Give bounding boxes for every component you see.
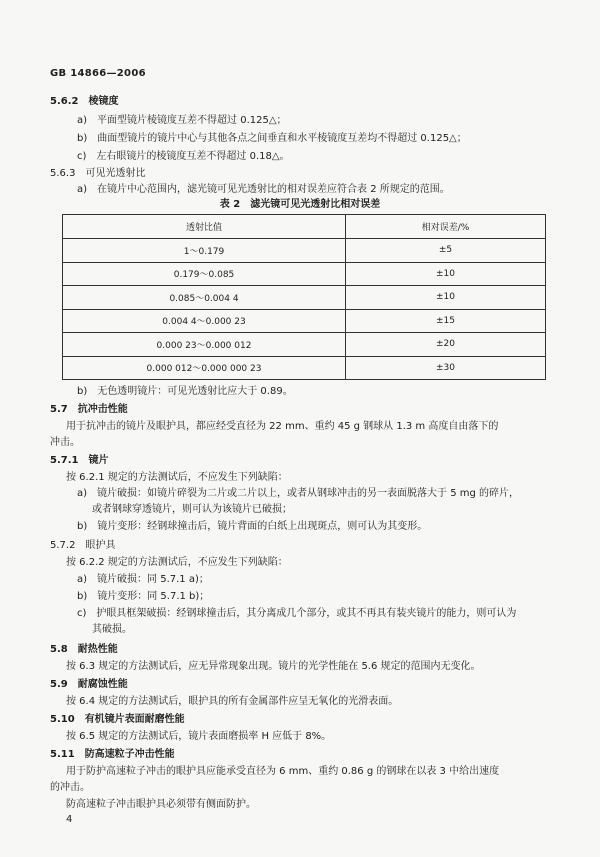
item-label: a) (77, 574, 88, 585)
heading-5-9 (50, 679, 128, 691)
paragraph-5-11-line-1: 用于防护高速粒子冲击的眼护具应能承受直径为 6 mm、重约 0.86 g 的钢球在以表 3 中给出速度 (66, 766, 500, 777)
section-number: 5.7 (50, 404, 68, 415)
list-item-5-6-2-a (77, 115, 287, 127)
list-item-5-7-1-a-cont: 或者钢球穿透镜片，则可认为该镜片已破损； (92, 504, 292, 515)
item-label: b) (77, 133, 88, 144)
list-item-5-6-2-b (77, 133, 467, 145)
list-item-5-7-2-b (77, 591, 209, 603)
table-header-row (63, 215, 546, 239)
section-number: 5.10 (50, 714, 75, 725)
item-text: 平面型镜片棱镜度互差不得超过 0.125△； (97, 115, 287, 126)
paragraph-5-11-line-3: 防高速粒子冲击眼护具必须带有侧面防护。 (66, 799, 256, 810)
section-number: 5.7.1 (50, 455, 79, 466)
heading-5-8 (50, 644, 118, 656)
cell-relative-error: ±15 (346, 309, 546, 333)
list-item-5-7-2-c-cont: 其破损。 (92, 624, 132, 635)
table-row (63, 333, 546, 357)
item-text: 镜片破损：同 5.7.1 a)； (97, 574, 209, 585)
item-label: c) (77, 151, 87, 162)
item-label: a) (77, 488, 88, 499)
section-title: 防高速粒子冲击性能 (84, 749, 175, 760)
section-title: 有机镜片表面耐磨性能 (84, 714, 185, 725)
column-header-transmittance: 透射比值 (63, 215, 346, 239)
list-item-5-6-3-a (77, 184, 450, 196)
heading-5-10 (50, 714, 185, 726)
cell-transmittance: 0.004 4～0.000 23 (63, 309, 346, 333)
paragraph-5-7-line-2: 冲击。 (50, 437, 80, 448)
item-text: 曲面型镜片的镜片中心与其他各点之间垂直和水平棱镜度互差均不得超过 0.125△； (97, 133, 467, 144)
item-label: b) (77, 591, 88, 602)
item-text: 镜片变形：经钢球撞击后，镜片背面的白纸上出现斑点，则可认为其变形。 (97, 521, 428, 532)
table-row (63, 356, 546, 380)
column-header-relative-error: 相对误差/% (346, 215, 546, 239)
heading-5-7-1 (50, 455, 108, 467)
table-row (63, 262, 546, 286)
section-number: 5.9 (50, 679, 68, 690)
cell-relative-error: ±30 (346, 356, 546, 380)
item-text: 在镜片中心范围内，滤光镜可见光透射比的相对误差应符合表 2 所规定的范围。 (97, 184, 450, 195)
cell-relative-error: ±10 (346, 262, 546, 286)
item-text: 左右眼镜片的棱镜度互差不得超过 0.18△。 (96, 151, 290, 162)
section-number: 5.6.2 (50, 96, 79, 107)
cell-transmittance: 1～0.179 (63, 239, 346, 263)
list-item-5-7-2-a (77, 574, 209, 586)
cell-relative-error: ±20 (346, 333, 546, 357)
paragraph-5-8: 按 6.3 规定的方法测试后，应无异常现象出现。镜片的光学性能在 5.6 规定的范围内无变化。 (66, 661, 481, 672)
cell-transmittance: 0.085～0.004 4 (63, 286, 346, 310)
item-text: 镜片破损：如镜片碎裂为二片或二片以上，或者从钢球冲击的另一表面脱落大于 5 mg 的碎片， (97, 488, 520, 499)
heading-5-11 (50, 749, 175, 761)
section-number: 5.11 (50, 749, 75, 760)
item-label: b) (77, 386, 88, 397)
list-item-5-7-1-a (77, 488, 519, 500)
section-number: 5.6.3 (50, 168, 76, 179)
heading-5-7 (50, 404, 128, 416)
item-label: b) (77, 521, 88, 532)
paragraph-5-7-1-intro: 按 6.2.1 规定的方法测试后，不应发生下列缺陷： (66, 472, 288, 483)
page-number: 4 (66, 814, 73, 825)
item-text: 镜片变形：同 5.7.1 b)； (97, 591, 210, 602)
list-item-5-7-2-c (77, 608, 516, 620)
item-text: 护眼具框架破损：经钢球撞击后，其分离成几个部分，或其不再具有装夹镜片的能力，则可认为 (96, 608, 517, 619)
cell-relative-error: ±10 (346, 286, 546, 310)
standard-code: GB 14866—2006 (50, 68, 146, 79)
table-row (63, 239, 546, 263)
transmittance-error-table (62, 214, 546, 380)
section-title: 耐热性能 (77, 644, 118, 655)
list-item-5-7-1-b (77, 521, 427, 533)
section-title: 镜片 (88, 455, 109, 466)
paragraph-5-7-2-intro: 按 6.2.2 规定的方法测试后，不应发生下列缺陷： (66, 557, 288, 568)
section-title: 耐腐蚀性能 (77, 679, 128, 690)
heading-5-6-2 (50, 96, 118, 108)
paragraph-5-11-line-2: 的冲击。 (50, 782, 90, 793)
cell-transmittance: 0.000 23～0.000 012 (63, 333, 346, 357)
item-label: a) (77, 115, 88, 126)
cell-transmittance: 0.000 012～0.000 000 23 (63, 356, 346, 380)
section-title: 眼护具 (85, 540, 116, 551)
list-item-5-6-2-c (77, 151, 290, 163)
table-row (63, 286, 546, 310)
heading-5-7-2 (50, 540, 115, 552)
section-title: 抗冲击性能 (77, 404, 128, 415)
section-title: 可见光透射比 (85, 168, 146, 179)
item-text: 无色透明镜片：可见光透射比应大于 0.89。 (97, 386, 293, 397)
paragraph-5-9: 按 6.4 规定的方法测试后，眼护具的所有金属部件应呈无氧化的光滑表面。 (66, 696, 399, 707)
item-label: a) (77, 184, 88, 195)
item-label: c) (77, 608, 87, 619)
heading-5-6-3 (50, 168, 145, 180)
cell-relative-error: ±5 (346, 239, 546, 263)
table-caption: 表 2 滤光镜可见光透射比相对误差 (219, 199, 381, 210)
section-number: 5.8 (50, 644, 68, 655)
section-title: 棱镜度 (88, 96, 119, 107)
section-number: 5.7.2 (50, 540, 76, 551)
paragraph-5-10: 按 6.5 规定的方法测试后，镜片表面磨损率 H 应低于 8%。 (66, 731, 332, 742)
cell-transmittance: 0.179～0.085 (63, 262, 346, 286)
list-item-5-6-3-b (77, 386, 293, 398)
table-row (63, 309, 546, 333)
paragraph-5-7-line-1: 用于抗冲击的镜片及眼护具，都应经受直径为 22 mm、重约 45 g 钢球从 1.3 m 高度自由落下的 (66, 421, 499, 432)
